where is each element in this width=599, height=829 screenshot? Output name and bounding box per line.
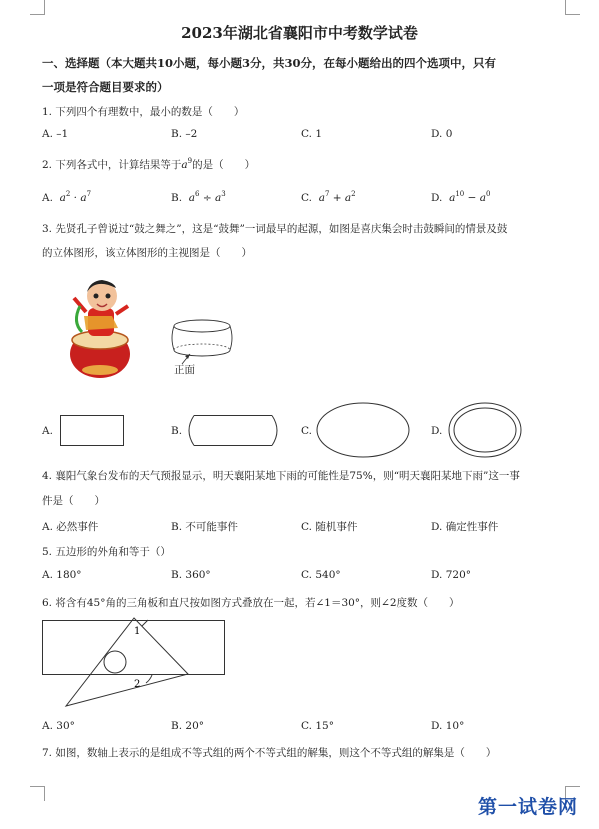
angle-2-label: 2 bbox=[134, 679, 141, 690]
q1-option-b[interactable]: B. –2 bbox=[171, 128, 198, 140]
q1-option-d[interactable]: D. 0 bbox=[431, 128, 453, 140]
crop-mark-top-right bbox=[565, 0, 580, 15]
q5-option-d[interactable]: D. 720° bbox=[431, 569, 472, 581]
angle-1-label: 1 bbox=[134, 626, 141, 637]
q6-option-a[interactable]: A. 30° bbox=[42, 720, 75, 732]
watermark-logo: 第一试卷网 bbox=[478, 796, 579, 818]
triangle bbox=[66, 618, 188, 706]
q2-option-b[interactable]: B. $a^6 \div a^3$ bbox=[171, 190, 226, 204]
q3-option-c[interactable]: C. bbox=[301, 425, 312, 437]
crop-mark-bottom-left bbox=[30, 786, 45, 801]
q5-option-a[interactable]: A. 180° bbox=[42, 569, 82, 581]
q3-option-d-double-ellipse bbox=[448, 402, 524, 460]
q5-option-c[interactable]: C. 540° bbox=[301, 569, 341, 581]
q6-option-b[interactable]: B. 20° bbox=[171, 720, 205, 732]
q2-option-c[interactable]: C. $a^7 + a^2$ bbox=[301, 190, 356, 204]
q3-option-a-rectangle bbox=[60, 415, 126, 447]
ruler-triangle-diagram bbox=[42, 614, 228, 710]
q4-option-a[interactable]: A. 必然事件 bbox=[42, 521, 99, 533]
triangle-hole bbox=[104, 651, 126, 673]
q6-option-c[interactable]: C. 15° bbox=[301, 720, 334, 732]
drummer-illustration bbox=[66, 276, 146, 384]
question-7-stem: 7. 如图，数轴上表示的是组成不等式组的两个不等式组的解集，则这个不等式组的解集是（ ） bbox=[42, 747, 497, 759]
q6-option-d[interactable]: D. 10° bbox=[431, 720, 465, 732]
question-1-stem: 1. 下列四个有理数中，最小的数是（ ） bbox=[42, 106, 245, 118]
q3-option-b-barrel bbox=[188, 415, 280, 447]
page-title: 2023年湖北省襄阳市中考数学试卷 bbox=[181, 24, 418, 42]
q3-option-c-ellipse bbox=[316, 402, 412, 460]
question-2-stem: 2. 下列各式中，计算结果等于$a^9$的是（ ） bbox=[42, 157, 256, 171]
question-6-stem: 6. 将含有45°角的三角板和直尺按如图方式叠放在一起，若∠1＝30°，则∠2度数（ ） bbox=[42, 597, 460, 609]
q5-option-b[interactable]: B. 360° bbox=[171, 569, 211, 581]
question-3-stem-line1: 3. 先贤孔子曾说过“鼓之舞之”，这是“鼓舞”一词最早的起源，如图是喜庆集会时击鼓瞬间的情景及鼓 bbox=[42, 223, 508, 235]
question-4-stem-line2: 件是（ ） bbox=[42, 495, 105, 507]
q3-option-d[interactable]: D. bbox=[431, 425, 443, 437]
q2-option-d[interactable]: D. $a^{10} - a^0$ bbox=[431, 190, 491, 204]
q3-option-a[interactable]: A. bbox=[42, 425, 53, 437]
q1-option-c[interactable]: C. 1 bbox=[301, 128, 323, 140]
front-view-label: 正面 bbox=[174, 364, 195, 376]
q4-option-c[interactable]: C. 随机事件 bbox=[301, 521, 358, 533]
section-heading-line2: 一项是符合题目要求的） bbox=[42, 80, 169, 94]
q3-option-b[interactable]: B. bbox=[171, 425, 183, 437]
question-3-stem-line2: 的立体图形，该立体图形的主视图是（ ） bbox=[42, 247, 252, 259]
question-5-stem: 5. 五边形的外角和等于（） bbox=[42, 546, 171, 558]
crop-mark-top-left bbox=[30, 0, 45, 15]
question-4-stem-line1: 4. 襄阳气象台发布的天气预报显示，明天襄阳某地下雨的可能性是75%，则“明天襄阳某地下雨”这一事 bbox=[42, 470, 520, 482]
q4-option-d[interactable]: D. 确定性事件 bbox=[431, 521, 499, 533]
q4-option-b[interactable]: B. 不可能事件 bbox=[171, 521, 238, 533]
q2-option-a[interactable]: A. $a^2 \cdot a^7$ bbox=[42, 190, 92, 204]
q1-option-a[interactable]: A. –1 bbox=[42, 128, 69, 140]
section-heading-line1: 一、选择题（本大题共10小题，每小题3分，共30分，在每小题给出的四个选项中，只有 bbox=[42, 56, 497, 70]
